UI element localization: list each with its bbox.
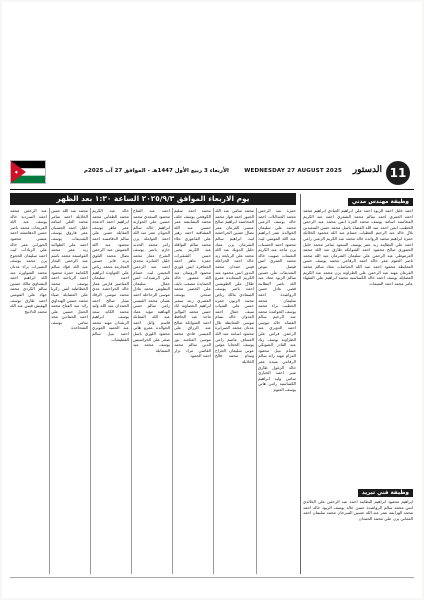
name-column-4: احمد عبد الفتاح محمود السعدي محمد حسين علي الجوارنة ابراهيم خالد سالم الحويان عمر عبد الله احمد العواملة يزن رامز محمد الحديد حازم ياسر يوسف الشرع عمار محمد خليل العنانزة مجدي احمد عبد الرحمن النعيمي ليث حسام علي الرشيدات انس جمال سليمان البطوش محمد عادل موسى الرحاحلة احمد غسان محمد القيسي رامي سالم حسن الهباهبة مؤيد عماد عبد الله المقابلة قاسم وائل احمد الخوالدة عمرو هاني محمود اللوزي باسل صخر علي الحراسيس يوسف محمد عيد الشمايلة: [133, 208, 170, 353]
column-divider: [213, 208, 214, 574]
date-english: WEDNESDAY 27 AUGUST 2025: [244, 168, 342, 174]
announcement-headline: يوم الاربعاء الموافق ٢٠٢٥/٩/٣ الساعة ١:٣٠ بعد الظهر: [10, 193, 296, 205]
jordan-flag-icon: [10, 160, 46, 184]
name-column-5: خالد عبد الكريم محمد الطعاني محمد ابراهيم احمد الدعجة عمر ماهر يوسف العقايلة حسن علي سالم الدقامسة احمد محمود عبد الله العموش عبد الرحمن نضال محمد البلوي يزيد فايز حسين العجارمة محمد رياض علي العواودة ابراهيم احمد سليمان المناصير فارس عمار خالد الحراحشة عدي محمد موسى الرقاد بشار صالح احمد الحمدان عبد الله وليد محمد الكايد سعد يوسف ابراهيم الرشدان مهند محمد عبد الحميد الغويري احمد نبيل سالم القطيشات: [92, 208, 129, 342]
name-column-6: محمد عبد الله حسن الخلايلة احمد سامر محمد العلي اسامة خليل احمد الحسبان عمر فاروق يوسف الشديفات يوسف احمد علي الطوالبة زيد عمر محمد القواسمة محمد باسم عبد الرحمن النجار عبد الله فؤاد سالم الكعابنة حمزة محمود احمد الرياحنة احمد يوسف محمد الخطاطبة انس زكريا علي العضايلة ضياء محمد حسين الهنداوي رائد عبد الفتاح محمد الجمل حسين علي احمد الحمادين مجد سامي يوسف الشحاحدة: [51, 208, 88, 331]
section-divider: [300, 194, 301, 574]
newspaper-page: [2, 2, 422, 598]
header-rule: [10, 189, 414, 190]
column-divider: [49, 208, 50, 574]
footer-rule: [10, 577, 414, 578]
section-title-refrigeration-technician: وظيفة فني تبريد: [358, 489, 413, 497]
page-number-badge: 11: [386, 161, 410, 185]
column-divider: [131, 208, 132, 574]
masthead-logo: الدستور: [352, 165, 382, 175]
job-sections-column: [303, 194, 413, 574]
page-header: [10, 160, 414, 188]
name-column-1: حمزة عبد الرحمن محمد العبداللات احمد خالد يوسف الزعبي محمد علي سليمان الخوالدة عمر ابراهيم عبد الله المومني ليث محمود احمد الحسنات يزن ماجد عبد الكريم النعيمات صهيب خالد محمد العمري انس فيصل عوض الشديفات علي حسين سالم الزيود معاذ عبد الله ناصر البطاينة قصي عادل حسن الرواشدة احمد سليمان محمد الخطيب براء محمد يوسف الحوامدة محمد عبد الرحيم سالم القضاة خالد موسى احمد الدويري عبد الرحمن فراس علي الطراونة يوسف زياد عبد القادر الشوبكي حسام نبيل محمود العزام مهند رائد سالم الرفاعي عبيدة عمر خالد الزغول طارق منير احمد الحياري سامي وليد ابراهيم الكساسبة رامي هاني يوسف العتوم: [258, 208, 296, 392]
refrigeration-technician-names: ابراهيم محمود ابراهيم البطاينة احمد عبد الرحمن علي الخالدي انس محمد سالم الرواشدة حسن خالد يوسف الزيود خالد احمد محمد الهزايمة عمر عبد الله حسين السرحان محمد سليمان احمد المعاني يزن علي محمد الحمدان: [303, 499, 413, 521]
name-column-7: عبد الرحمن محمد احمد السردية خالد يوسف عبد الله الفريحات محمد ناصر حسن الدهامشة احمد عيسى محمود الحوراني عمر خالد علي الزيادات ليث احمد سليمان الحجوج يزن محمد يوسف النصيرات براء عدنان محمد الشواورة عبد الله ابراهيم احمد البشتاوي مالك حسين سالم الكردي محمد جهاد علي المومني احمد طارق يوسف الهقيش قيس عبد الله محمد الدلابيح: [10, 208, 47, 314]
column-divider: [172, 208, 173, 574]
date-arabic: الأربعاء 3 ربيع الأول 1447هـ - الموافق 27 آب 2025م: [84, 168, 229, 174]
civil-engineer-names: احمد خليل احمد الزيود احمد علي ابراهيم العبادي ابراهيم محمد احمد العمري احمد سالم محمد الشمري احمد عبد الكريم المحاسنة اسامة يوسف محمد العزة انس محمد عبد الرحمن الخطيب ايمن احمد عبد الله القضاة باسل محمد حسن السعيدين بلال خالد عبد الرحيم العطيات حسام عبد الله محمود الخلايلة حمزة ابراهيم محمد الروابدة خالد محمد عبد الكريم الزعبي رامي احمد علي البطاينة زيد عمر يوسف السعود سامر محمد خليل الحموري صالح محمود احمد الشوابكة طارق عبد الله محمد العرموطي عبد الرحمن علي سليمان الشرمان عبد الله محمد ناصر العتوم عمر خالد احمد الرفاعي محمد يوسف حسن المعايطة محمود احمد عبد الله الحياصات معاذ سالم محمد القرعان مهند عبد الرحمن علي الطراونة يزن محمد عبد الكريم العضايلة يوسف احمد خالد الكساسبة محمد ابراهيم علي الفقهاء عامر محمد احمد النعيمات: [303, 208, 413, 286]
name-column-3: محمد احمد سليم الكوفحي يوسف خلف محمد البشابشة عمر حسين عبد الله المشاقبة احمد زهير علي الفاعوري علاء محمد سالم النوافلة عبد الكريم يحيى حسن الشقيرات حمزة ماهر احمد الجعافرة ايمن فوزي محمود الروسان عبد الله منصور خالد الحمايدة مصعب نايف علي الخضير محمد صبحي يوسف المصري رعد سمير ابراهيم الخصاونة اياد حسن محمد البواليز ماجد عبد الحافظ احمد الشوابكة صالح عبد الرزاق علي العيسى فادي محمد موسى العثامنة نور الدين سالم محمد القاضي مراد نزار احمد الحمود: [174, 208, 211, 359]
column-divider: [90, 208, 91, 574]
section-title-civil-engineer: وظيفة مهندس مدني: [348, 198, 413, 206]
column-divider: [256, 208, 257, 574]
name-column-2: محمد سامي عبد الله الجبور احمد فواز محمد المحاسنة ابراهيم صالح عيسى القرعان عمر نضال حسين الحراحشة ليث ابراهيم سالم الشرمان يزن عماد خليل الدويك عبد الله محمد علي الربابعة زيد خالد احمد الخزاعلة قيس حمدان محمد البدور انس محمود عبد الكريم السعايدة عمرو طلال علي الطويسي احمد ناصر يوسف الصمادي مالك رياض محمد الزبون حمزة حسن علي الشياب سيف جمال احمد العدوان خالد بسام موسى المعايطة بلال عدنان محمد الصرايرة محمود اسامة عبد الله العساف عاصم رامي يوسف الحجايا مؤمن عوني سليمان الجراح وسام محمد فالح الخلايلة: [215, 208, 254, 365]
